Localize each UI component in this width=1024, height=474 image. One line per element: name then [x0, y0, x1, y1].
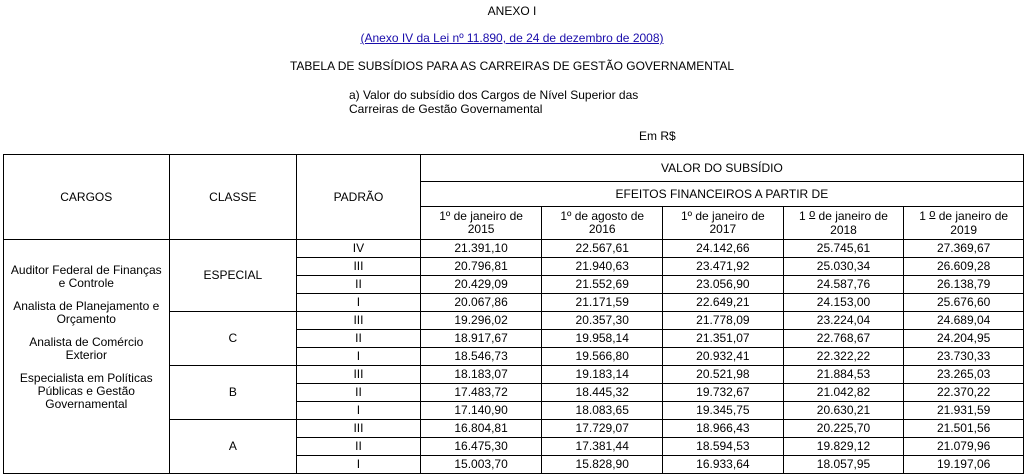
value-cell: 24.204,95	[904, 330, 1024, 348]
header-padrao: PADRÃO	[297, 155, 421, 240]
cargo-especialista	[6, 372, 167, 411]
value-cell: 17.140,90	[420, 402, 542, 420]
cargo-analista-comercio-line2: Exterior	[65, 348, 107, 362]
value-cell: 19.345,75	[663, 402, 784, 420]
padrao-cell: III	[297, 366, 421, 384]
value-cell: 25.030,34	[783, 258, 904, 276]
value-cell: 15.828,90	[542, 456, 663, 474]
cargo-auditor	[6, 264, 167, 290]
cargo-especialista-line2: Públicas e Gestão	[37, 384, 135, 398]
value-cell: 19.958,14	[542, 330, 663, 348]
value-cell: 18.594,53	[663, 438, 784, 456]
value-cell: 19.183,14	[542, 366, 663, 384]
value-cell: 22.567,61	[542, 240, 663, 258]
annex-title: ANEXO I	[487, 4, 537, 18]
value-cell: 18.083,65	[542, 402, 663, 420]
value-cell: 21.778,09	[663, 312, 784, 330]
value-cell: 19.296,02	[420, 312, 542, 330]
value-cell: 18.546,73	[420, 348, 542, 366]
padrao-cell: II	[297, 330, 421, 348]
classe-especial: ESPECIAL	[169, 240, 297, 312]
value-cell: 18.917,67	[420, 330, 542, 348]
value-cell: 21.931,59	[904, 402, 1024, 420]
header-date-2019	[904, 207, 1024, 240]
value-cell: 23.471,92	[663, 258, 784, 276]
value-cell: 21.042,82	[783, 384, 904, 402]
value-cell: 26.138,79	[904, 276, 1024, 294]
header-date-2016	[542, 207, 663, 240]
header-classe: CLASSE	[169, 155, 297, 240]
currency-note: Em R$	[639, 129, 676, 143]
cargos-cell	[4, 240, 170, 474]
padrao-cell: II	[297, 384, 421, 402]
value-cell: 22.649,21	[663, 294, 784, 312]
value-cell: 21.501,56	[904, 420, 1024, 438]
padrao-cell: I	[297, 402, 421, 420]
value-cell: 20.067,86	[420, 294, 542, 312]
value-cell: 27.369,67	[904, 240, 1024, 258]
cargo-analista-planejamento-line1: Analista de Planejamento e	[13, 299, 160, 313]
header-date-year: 2017	[709, 222, 737, 236]
value-cell: 23.730,33	[904, 348, 1024, 366]
value-cell: 18.057,95	[783, 456, 904, 474]
value-cell: 16.804,81	[420, 420, 542, 438]
header-date-prefix: 1	[799, 208, 810, 223]
law-reference	[0, 31, 1024, 45]
subsidy-table	[3, 154, 1024, 474]
value-cell: 24.142,66	[663, 240, 784, 258]
value-cell: 16.475,30	[420, 438, 542, 456]
value-cell: 21.079,96	[904, 438, 1024, 456]
header-date-2015	[420, 207, 542, 240]
header-date-line1: 1º de janeiro de	[439, 209, 523, 223]
padrao-cell: II	[297, 276, 421, 294]
header-cargos: CARGOS	[4, 155, 170, 240]
header-date-suffix: de janeiro de	[935, 208, 1009, 223]
value-cell: 19.197,06	[904, 456, 1024, 474]
value-cell: 25.745,61	[783, 240, 904, 258]
value-cell: 17.729,07	[542, 420, 663, 438]
header-date-2017	[663, 207, 784, 240]
value-cell: 20.521,98	[663, 366, 784, 384]
value-cell: 24.153,00	[783, 294, 904, 312]
header-efeitos-financeiros: EFEITOS FINANCEIROS A PARTIR DE	[420, 182, 1023, 207]
subtitle-line-1: a) Valor do subsídio dos Cargos de Nível Superior das	[349, 88, 639, 102]
value-cell: 22.322,22	[783, 348, 904, 366]
value-cell: 20.796,81	[420, 258, 542, 276]
padrao-cell: III	[297, 420, 421, 438]
padrao-cell: IV	[297, 240, 421, 258]
value-cell: 23.265,03	[904, 366, 1024, 384]
value-cell: 21.884,53	[783, 366, 904, 384]
cargo-especialista-line1: Especialista em Políticas	[19, 371, 153, 385]
cargo-auditor-line2: e Controle	[58, 276, 114, 290]
value-cell: 24.587,76	[783, 276, 904, 294]
header-date-year: 2018	[830, 222, 857, 237]
value-cell: 20.225,70	[783, 420, 904, 438]
value-cell: 16.933,64	[663, 456, 784, 474]
header-valor-subsidio: VALOR DO SUBSÍDIO	[420, 155, 1023, 182]
value-cell: 22.370,22	[904, 384, 1024, 402]
header-date-year: 2016	[588, 222, 616, 236]
value-cell: 17.381,44	[542, 438, 663, 456]
value-cell: 18.445,32	[542, 384, 663, 402]
value-cell: 21.171,59	[542, 294, 663, 312]
value-cell: 19.829,12	[783, 438, 904, 456]
padrao-cell: III	[297, 312, 421, 330]
value-cell: 20.429,09	[420, 276, 542, 294]
padrao-cell: II	[297, 438, 421, 456]
header-date-2018	[783, 207, 904, 240]
cargo-analista-comercio-line1: Analista de Comércio	[29, 335, 144, 349]
padrao-cell: I	[297, 456, 421, 474]
classe-a: A	[169, 420, 297, 474]
law-reference-link[interactable]: (Anexo IV da Lei nº 11.890, de 24 de dezembro de 2008)	[360, 31, 664, 45]
classe-c: C	[169, 312, 297, 366]
value-cell: 21.552,69	[542, 276, 663, 294]
padrao-cell: I	[297, 348, 421, 366]
cargo-auditor-line1: Auditor Federal de Finanças	[10, 263, 162, 277]
value-cell: 15.003,70	[420, 456, 542, 474]
header-date-ordinal: o	[929, 207, 936, 220]
header-date-line1: 1º de janeiro de	[680, 209, 765, 223]
value-cell: 20.630,21	[783, 402, 904, 420]
value-cell: 21.351,07	[663, 330, 784, 348]
value-cell: 26.609,28	[904, 258, 1024, 276]
value-cell: 23.056,90	[663, 276, 784, 294]
header-date-ordinal: o	[809, 207, 816, 220]
classe-b: B	[169, 366, 297, 420]
subtitle-line-2: Carreiras de Gestão Governamental	[349, 102, 543, 116]
cargo-analista-comercio	[6, 336, 167, 362]
padrao-cell: I	[297, 294, 421, 312]
header-date-suffix: de janeiro de	[815, 208, 888, 223]
table-title: TABELA DE SUBSÍDIOS PARA AS CARREIRAS DE GESTÃO GOVERNAMENTAL	[289, 59, 735, 73]
cargo-especialista-line3: Governamental	[45, 397, 128, 411]
cargo-analista-planejamento-line2: Orçamento	[56, 312, 116, 326]
value-cell: 24.689,04	[904, 312, 1024, 330]
value-cell: 21.940,63	[542, 258, 663, 276]
value-cell: 19.566,80	[542, 348, 663, 366]
header-date-prefix: 1	[919, 208, 930, 223]
value-cell: 18.183,07	[420, 366, 542, 384]
padrao-cell: III	[297, 258, 421, 276]
value-cell: 23.224,04	[783, 312, 904, 330]
value-cell: 25.676,60	[904, 294, 1024, 312]
header-date-line1: 1º de agosto de	[560, 209, 645, 223]
value-cell: 17.483,72	[420, 384, 542, 402]
header-date-year: 2019	[950, 222, 977, 237]
value-cell: 18.966,43	[663, 420, 784, 438]
value-cell: 22.768,67	[783, 330, 904, 348]
value-cell: 20.932,41	[663, 348, 784, 366]
value-cell: 20.357,30	[542, 312, 663, 330]
value-cell: 21.391,10	[420, 240, 542, 258]
header-date-year: 2015	[467, 222, 495, 236]
cargo-analista-planejamento	[6, 300, 167, 326]
value-cell: 19.732,67	[663, 384, 784, 402]
